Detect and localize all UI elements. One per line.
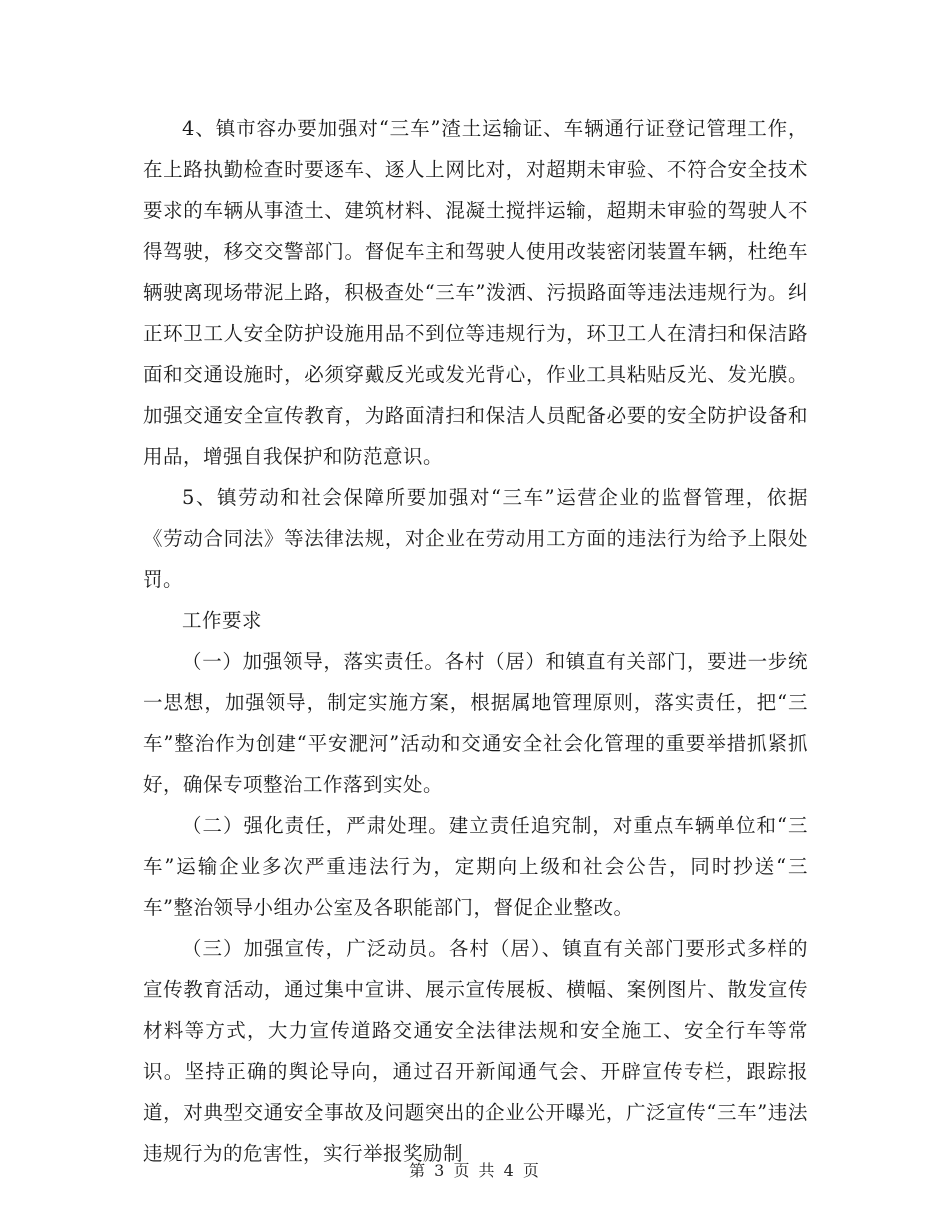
paragraph-item-4: 4、镇市容办要加强对“三车”渣土运输证、车辆通行证登记管理工作，在上路执勤检查时要逐车、逐人上网比对，对超期未审验、不符合安全技术要求的车辆从事渣土、建筑材料、混凝土搅拌运输，超期未审验的驾驶人不得驾驶，移交交警部门。督促车主和驾驶人使用改装密闭装置车辆，杜绝车辆驶离现场带泥上路，积极查处“三车”泼洒、污损路面等违法违规行为。纠正环卫工人安全防护设施用品不到位等违规行为，环卫工人在清扫和保洁路面和交通设施时，必须穿戴反光或发光背心，作业工具粘贴反光、发光膜。加强交通安全宣传教育，为路面清扫和保洁人员配备必要的安全防护设备和用品，增强自我保护和防范意识。 (143, 117, 808, 468)
page-number-footer: 第 3 页 共 4 页 (409, 1161, 541, 1180)
requirement-2: （二）强化责任，严肃处理。建立责任追究制，对重点车辆单位和“三车”运输企业多次严重违法行为，定期向上级和社会公告，同时抄送“三车”整治领导小组办公室及各职能部门，督促企业整改。 (143, 814, 808, 919)
requirement-3: （三）加强宣传，广泛动员。各村（居）、镇直有关部门要形式多样的宣传教育活动，通过集中宣讲、展示宣传展板、横幅、案例图片、散发宣传材料等方式，大力宣传道路交通安全法律法规和安全施工、安全行车等常识。坚持正确的舆论导向，通过召开新闻通气会、开辟宣传专栏，跟踪报道，对典型交通安全事故及问题突出的企业公开曝光，广泛宣传“三车”违法违规行为的危害性，实行举报奖励制 (143, 937, 808, 1165)
document-body (143, 108, 808, 1174)
section-heading: 工作要求 (182, 609, 263, 632)
paragraph-item-5: 5、镇劳动和社会保障所要加强对“三车”运营企业的监督管理，依据《劳动合同法》等法律法规，对企业在劳动用工方面的违法行为给予上限处罚。 (143, 486, 808, 591)
requirement-1: （一）加强领导，落实责任。各村（居）和镇直有关部门，要进一步统一思想，加强领导，制定实施方案，根据属地管理原则，落实责任，把“三车”整治作为创建“平安淝河”活动和交通安全社会化管理的重要举措抓紧抓好，确保专项整治工作落到实处。 (143, 650, 808, 796)
